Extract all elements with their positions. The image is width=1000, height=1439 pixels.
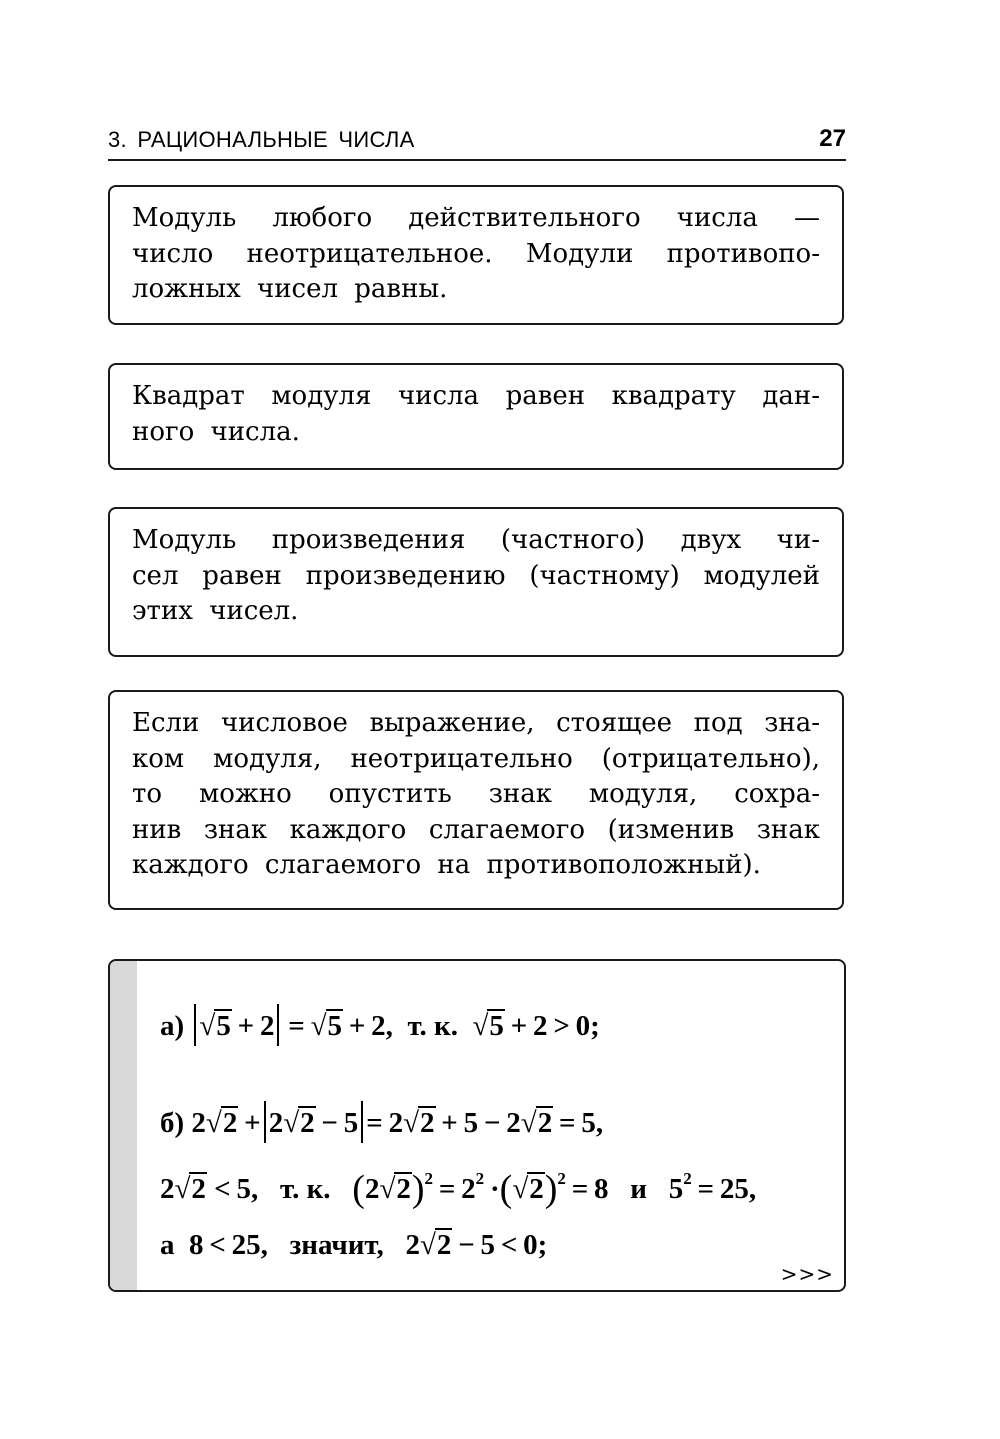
rule-text [132, 379, 820, 450]
rule-line: этих чисел. [132, 596, 299, 626]
rule-line: Если числовое выражение, стоящее под зна- [132, 708, 820, 738]
rule-line: то можно опустить знак модуля, сохра- [132, 779, 820, 809]
rule-box-2 [108, 363, 844, 470]
rule-line: Модуль любого действительного числа — [132, 203, 820, 233]
example-line-b: б) 2√2 + 2√2 − 5 = 2√2 + 5 − 2√2 = 5, [160, 1101, 603, 1143]
rule-line: каждого слагаемого на противоположный). [132, 850, 761, 880]
rule-line: ложных чисел равны. [132, 274, 448, 304]
rule-box-4 [108, 690, 844, 910]
chapter-title: 3. РАЦИОНАЛЬНЫЕ ЧИСЛА [108, 127, 415, 152]
example-line-c: 2√2 < 5, т. к. $(2√2)^2 = 2^2 \cdot(√2)^2 = 8$ и $5^2 = 25$, [160, 1168, 757, 1210]
rule-line: сел равен произведению (частному) модулей [132, 560, 820, 591]
rule-box-1 [108, 185, 844, 325]
example-box [108, 959, 846, 1292]
rule-text [132, 201, 820, 308]
continue-arrows: >>> [780, 1262, 834, 1286]
rule-line: Модуль произведения (частного) двух чи- [132, 525, 820, 555]
example-line-d: а 8 < 25, значит, 2√2 − 5 < 0; [160, 1229, 548, 1261]
rule-line: ного числа. [132, 416, 300, 447]
page-number: 27 [819, 125, 846, 152]
rule-line: Квадрат модуля числа равен квадрату дан- [132, 381, 820, 411]
rule-line: число неотрицательное. Модули противопо- [132, 238, 820, 269]
rule-text [132, 523, 820, 630]
example-line-a: а) √5 + 2 = √5 + 2, т. к. √5 + 2 > 0; [160, 1004, 600, 1046]
rule-line: ком модуля, неотрицательно (отрицательно), [132, 743, 820, 774]
rule-text [132, 706, 820, 884]
page-header [108, 123, 846, 161]
example-stripe [110, 961, 137, 1290]
rule-box-3 [108, 507, 844, 657]
rule-line: нив знак каждого слагаемого (изменив знак [132, 814, 820, 845]
